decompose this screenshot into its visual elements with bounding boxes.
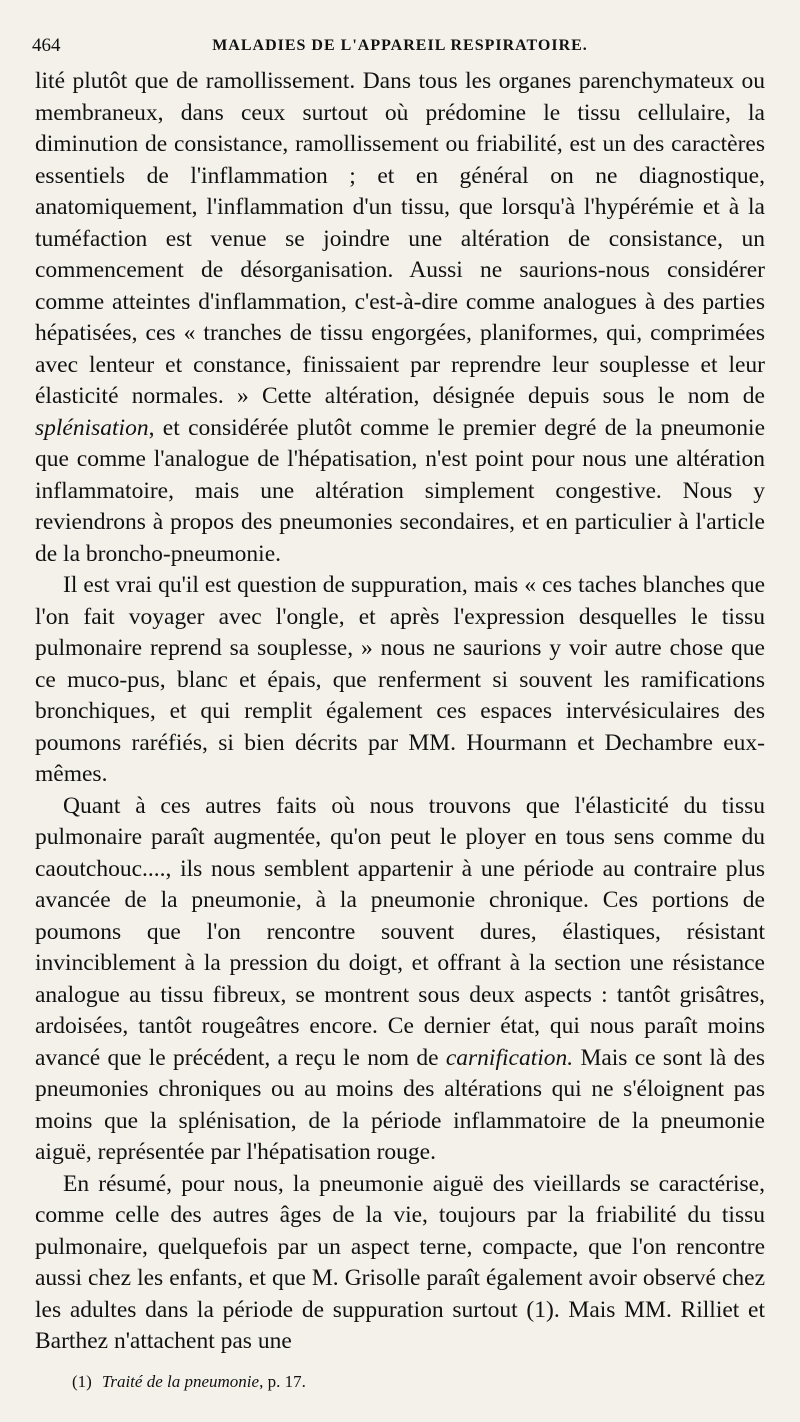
running-head: MALADIES DE L'APPAREIL RESPIRATOIRE. bbox=[212, 37, 588, 54]
footnote-title: Traité de la pneumonie bbox=[101, 1372, 260, 1391]
footnote-mark: (1) bbox=[72, 1372, 92, 1391]
term-carnification: carnification. bbox=[445, 1044, 574, 1071]
paragraph-3-part-a: Quant à ces autres faits où nous trouvons que l'élasticité du tissu pulmonaire paraît augmentée, qu'on peut le ployer en tous sens comme du caoutchouc...., ils nous semblent appartenir à une période au contraire plus avancée de la pneumonie, à la pneumonie chronique. Ces portions de poumons que l'on rencontre souvent dures, élastiques, résistant invinciblement à la pression du doigt, et offrant à la section une résistance analogue au tissu fibreux, se montrent sous deux aspects : tantôt grisâtres, ardoisées, tantôt rougeâtres encore. Ce dernier état, qui nous paraît moins avancé que le précédent, a reçu le nom de bbox=[35, 792, 765, 1071]
paragraph-2: Il est vrai qu'il est question de suppuration, mais « ces taches blanches que l'on fait voyager avec l'ongle, et après l'expression desquelles le tissu pulmonaire reprend sa souplesse, » nous ne saurions y voir autre chose que ce muco-pus, blanc et épais, que renferment si souvent les ramifications bronchiques, et qui remplit également ces espaces intervésiculaires des poumons raréfiés, si bien décrits par MM. Hourmann et Dechambre eux-mêmes. bbox=[35, 572, 765, 787]
paragraph-1 bbox=[35, 66, 765, 570]
body-text bbox=[35, 66, 765, 1358]
paragraph-4: En résumé, pour nous, la pneumonie aiguë des vieillards se caractérise, comme celle des autres âges de la vie, toujours par la friabilité du tissu pulmonaire, quelquefois par un aspect terne, compacte, que l'on rencontre aussi chez les enfants, et que M. Grisolle paraît également avoir observé chez les adultes dans la période de suppuration surtout (1). Mais MM. Rilliet et Barthez n'attachent pas une bbox=[35, 1170, 765, 1354]
footnote bbox=[72, 1370, 306, 1394]
footnote-ref: , p. 17. bbox=[259, 1372, 306, 1391]
paragraph-3 bbox=[35, 791, 765, 1169]
paragraph-1-part-b: , et considérée plutôt comme le premier degré de la pneumonie que comme l'analogue de l'hépatisation, n'est point pour nous une altération inflammatoire, mais une altération simplement congestive. Nous y reviendrons à propos des pneumonies secondaires, et en particulier à l'article de la broncho-pneumonie. bbox=[35, 414, 765, 567]
paragraph-3-part-b: Mais ce sont là des pneumonies chroniques ou au moins des altérations qui ne s'éloignent pas moins que la splénisation, de la période inflammatoire de la pneumonie aiguë, représentée par l'hépatisation rouge. bbox=[35, 1044, 765, 1165]
page-header bbox=[32, 32, 768, 60]
term-splenisation: splénisation bbox=[35, 414, 149, 441]
page-number: 464 bbox=[32, 35, 61, 56]
paragraph-1-part-a: lité plutôt que de ramollissement. Dans tous les organes parenchymateux ou membraneux, dans ceux surtout où prédomine le tissu cellulaire, la diminution de consistance, ramollissement ou friabilité, est un des caractères essentiels de l'inflammation ; et en général on ne diagnostique, anatomiquement, l'inflammation d'un tissu, que lorsqu'à l'hypérémie et à la tuméfaction est venue se joindre une altération de consistance, un commencement de désorganisation. Aussi ne saurions-nous considérer comme atteintes d'inflammation, c'est-à-dire comme analogues à des parties hépatisées, ces « tranches de tissu engorgées, planiformes, qui, comprimées avec lenteur et constance, finissaient par reprendre leur souplesse et leur élasticité normales. » Cette altération, désignée depuis sous le nom de bbox=[35, 68, 765, 409]
